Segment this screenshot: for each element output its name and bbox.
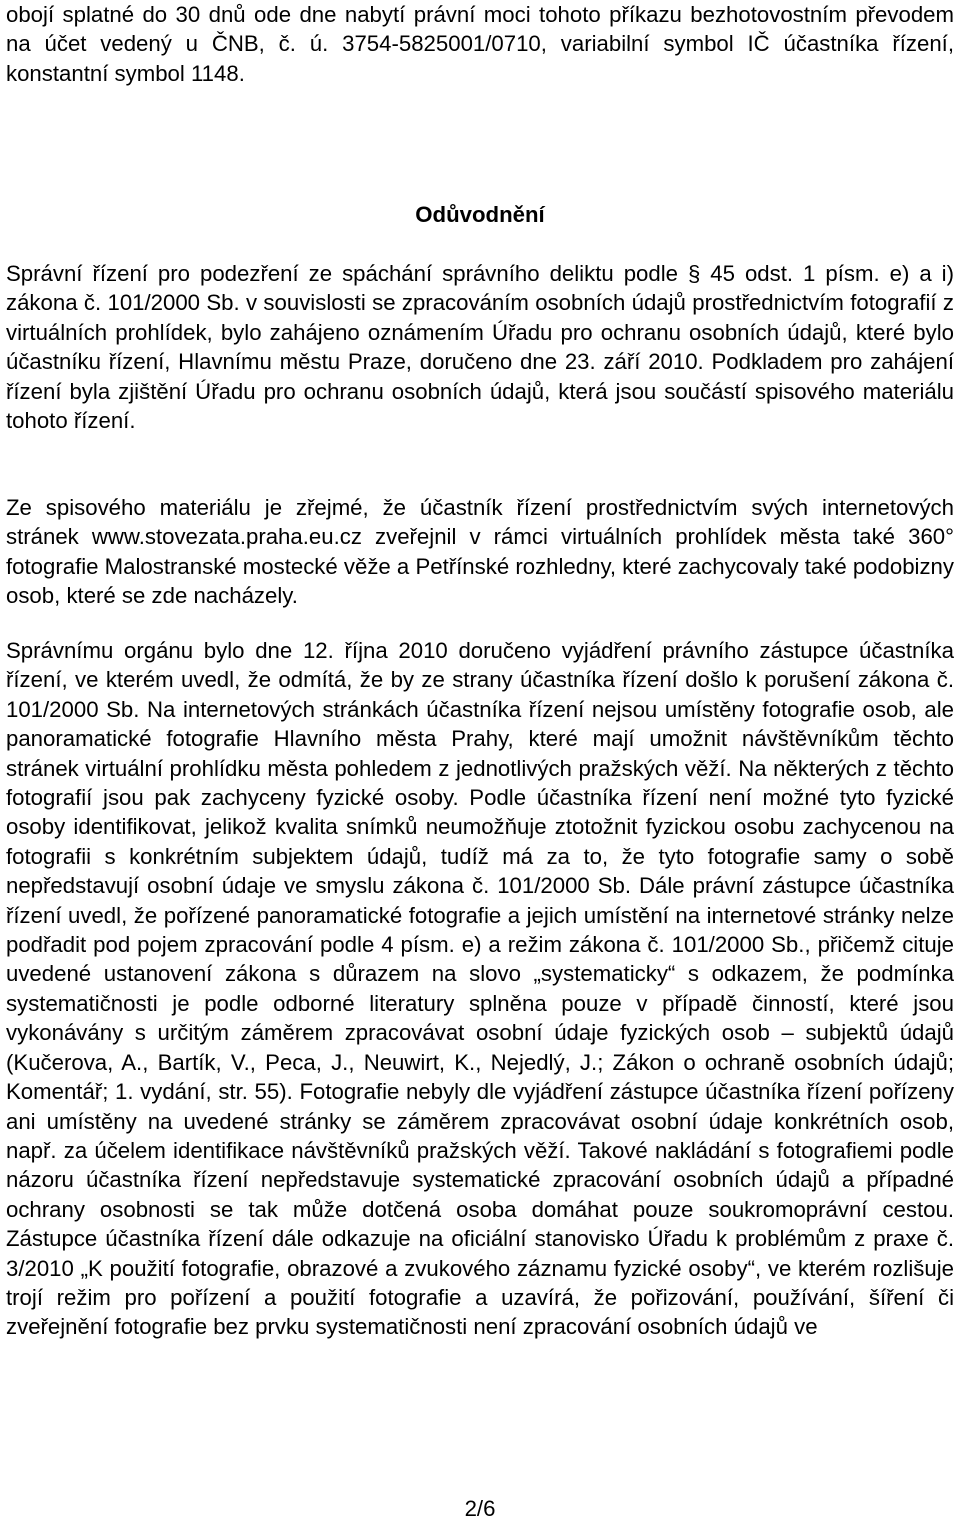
body-paragraph-3: Správnímu orgánu bylo dne 12. října 2010 doručeno vyjádření právního zástupce účastníka řízení, ve kterém uvedl, že odmítá, že by ze strany účastníka řízení došlo k porušení zákona č. 101/2000 Sb. Na internetových stránkách účastníka řízení nejsou umístěny fotografie osob, ale panoramatické fotografie Hlavního města Prahy, které mají umožnit návštěvníkům těchto stránek virtuální prohlídku města pohledem z jednotlivých pražských věží. Na některých z těchto fotografií jsou pak zachyceny fyzické osoby. Podle účastníka řízení není možné tyto fyzické osoby identifikovat, jelikož kvalita snímků neumožňuje ztotožnit fyzickou osobu zachycenou na fotografii s konkrétním subjektem údajů, tudíž má za to, že tyto fotografie samy o sobě nepředstavují osobní údaje ve smyslu zákona č. 101/2000 Sb. Dále právní zástupce účastníka řízení uvedl, že pořízené panoramatické fotografie a jejich umístění na internetové stránky nelze podřadit pod pojem zpracování podle 4 písm. e) a režim zákona č. 101/2000 Sb., přičemž cituje uvedené ustanovení zákona s důrazem na slovo „systematicky“ s odkazem, že podmínka systematičnosti je podle odborné literatury splněna pouze v případě činností, které jsou vykonávány s určitým záměrem zpracovávat osobní údaje fyzických osob – subjektů údajů (Kučerova, A., Bartík, V., Peca, J., Neuwirt, K., Nejedlý, J.; Zákon o ochraně osobních údajů; Komentář; 1. vydání, str. 55). Fotografie nebyly dle vyjádření zástupce účastníka řízení pořízeny ani umístěny na uvedené stránky se záměrem zpracovávat osobní údaje konkrétních osob, např. za účelem identifikace návštěvníků pražských věží. Takové nakládání s fotografiemi podle názoru účastníka řízení nepředstavuje systematické zpracování osobních údajů a případné ochrany osobnosti se tak může dotčená osoba domáhat pouze soukromoprávní cestou. Zástupce účastníka řízení dále odkazuje na oficiální stanovisko Úřadu k problémům z praxe č. 3/2010 „K použití fotografie, obrazové a zvukového záznamu fyzické osoby“, ve kterém rozlišuje trojí režim pro pořízení a použití fotografie a uzavírá, že pořizování, používání, šíření či zveřejnění fotografie bez prvku systematičnosti není zpracování osobních údajů ve xyxy=(6,638,954,1340)
page-number: 2/6 xyxy=(464,1496,496,1521)
body-paragraph-2: Ze spisového materiálu je zřejmé, že účastník řízení prostřednictvím svých internetových stránek www.stovezata.praha.eu.cz zveřejnil v rámci virtuálních prohlídek města také 360° fotografie Malostranské mostecké věže a Petřínské rozhledny, které zachycovaly také podobizny osob, které se zde nacházely. xyxy=(6,495,954,609)
section-heading: Odůvodnění xyxy=(415,202,545,227)
body-paragraph-1: Správní řízení pro podezření ze spáchání správního deliktu podle § 45 odst. 1 písm. e) a i) zákona č. 101/2000 Sb. v souvislosti se zpracováním osobních údajů prostřednictvím fotografií z virtuálních prohlídek, bylo zahájeno oznámením Úřadu pro ochranu osobních údajů, které bylo účastníku řízení, Hlavnímu městu Praze, doručeno dne 23. září 2010. Podkladem pro zahájení řízení byla zjištění Úřadu pro ochranu osobních údajů, která jsou součástí spisového materiálu tohoto řízení. xyxy=(6,261,954,434)
intro-paragraph: obojí splatné do 30 dnů ode dne nabytí právní moci tohoto příkazu bezhotovostním převodem na účet vedený u ČNB, č. ú. 3754-5825001/0710, variabilní symbol IČ účastníka řízení, konstantní symbol 1148. xyxy=(6,2,954,86)
